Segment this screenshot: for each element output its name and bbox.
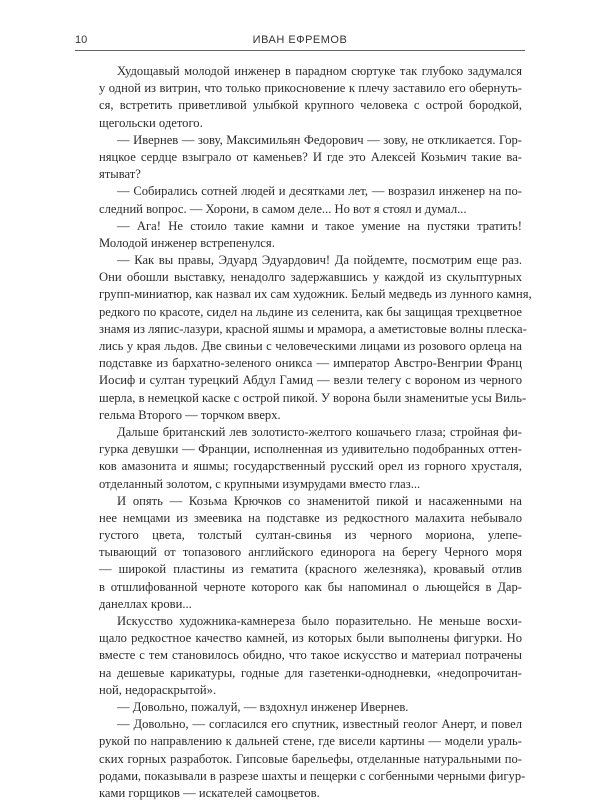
paragraph xyxy=(99,183,522,217)
paragraph xyxy=(99,716,526,802)
text-line: ских горных разработок. Гипсовые барельефы, отделанные натуральными по- xyxy=(99,751,522,766)
text-line: Искусство художника-камнереза было поразительно. Не меньше восхи- xyxy=(117,614,522,628)
text-line: родами, показывали в разрезе шахты и пещерки с согбенными черными фигур- xyxy=(99,768,526,783)
running-header xyxy=(75,28,525,51)
text-line: нее немцами из змеевика на подставке из редкостного малахита небывало xyxy=(99,510,522,525)
body-text xyxy=(99,63,532,802)
text-line: — Довольно, пожалуй, — вздохнул инженер Ивернев. xyxy=(117,699,409,714)
text-line: ков амазонита и яшмы; государственный русский орел из горного хрусталя, xyxy=(99,459,522,474)
text-line: гельма Второго — торчком вверх. xyxy=(99,407,281,422)
text-line: густого цвета, толстый султан-свинья из черного мориона, улепе- xyxy=(99,528,522,543)
text-line: — Собирались сотней людей и десятками лет, — возразил инженер на по- xyxy=(117,184,522,199)
text-line: у одной из витрин, что только прикосновение к плечу заставило его обернуть- xyxy=(99,81,522,96)
text-line: ятыват? xyxy=(99,167,141,182)
text-line: ся, встретить приветливой улыбкой крупного человека с острой бородкой, xyxy=(99,98,522,113)
author-name: ИВАН ЕФРЕМОВ xyxy=(252,34,348,46)
text-line: тывающий от топазового английского единорога на берегу Черного моря xyxy=(99,545,522,560)
paragraph xyxy=(99,493,522,613)
text-line: — Ага! Не стоило такие камни и такое умение на пустяки тратить! xyxy=(117,218,522,233)
paragraph xyxy=(99,424,522,493)
text-line: вместе с тем становилось обидно, что такое искусство и материал потрачены xyxy=(99,648,522,663)
text-line: групп-миниатюр, как назвал их сам художник. Белый медведь из лунного камня, xyxy=(99,287,532,302)
text-line: данеллах крови... xyxy=(99,596,192,611)
paragraph xyxy=(99,699,522,716)
text-line: — Довольно, — согласился его спутник, известный геолог Анерт, и повел xyxy=(117,717,522,732)
paragraph xyxy=(99,132,522,184)
text-line: рукой по направлению к дальней стене, где висели картины — модели ураль- xyxy=(99,734,522,749)
text-line: — Как вы правы, Эдуард Эдуардович! Да пойдемте, посмотрим еще раз. xyxy=(117,253,522,268)
text-line: щало редкостное качество камней, из которых были выполнены фигурки. Но xyxy=(99,631,522,646)
text-line: ной, недораскрытой». xyxy=(99,682,217,697)
text-line: щегольски одетого. xyxy=(99,115,203,130)
text-line: няцкое сердце взыграло от каменьев? И где это Алексей Козьмич такие ва- xyxy=(99,149,522,164)
text-line: гурка девушки — Франции, исполненная из удивительно подобранных оттен- xyxy=(99,442,522,457)
text-line: знамя из ляпис-лазури, красной яшмы и мрамора, а аметистовые волны плеска- xyxy=(99,321,527,336)
text-line: отделанный золотом, с крупными изумрудами вместо глаз... xyxy=(99,476,421,491)
text-line: на дешевые карикатуры, годные для газетенки-однодневки, «недопрочитан- xyxy=(99,665,522,680)
page-number: 10 xyxy=(75,34,88,46)
text-line: И опять — Козьма Крючков со знаменитой пикой и насаженными на xyxy=(117,493,522,508)
text-line: — Ивернев — зову, Максимильян Федорович — зову, не откликается. Гор- xyxy=(117,132,522,147)
text-line: Молодой инженер встрепенулся. xyxy=(99,235,275,250)
paragraph xyxy=(99,218,522,252)
text-line: в отшлифованной черноте которого как бы напоминал о льющейся в Дар- xyxy=(99,579,522,594)
text-line: Иосиф и султан турецкий Абдул Гамид — везли телегу с вороном из черного xyxy=(99,373,522,388)
text-line: ками горщиков — искателей самоцветов. xyxy=(99,785,320,800)
text-line: следний вопрос. — Хорони, в самом деле... Но вот я стоял и думал... xyxy=(99,201,467,216)
text-line: шерла, в немецкой каске с острой пикой. У ворона были знаменитые усы Виль- xyxy=(99,390,527,405)
paragraph xyxy=(99,613,522,699)
text-line: Они обошли выставку, ненадолго задержавшись у каждой из скульптурных xyxy=(99,270,522,285)
text-line: — широкой пластины из гематита (красного железняка), кровавый отлив xyxy=(99,562,522,577)
paragraph xyxy=(99,63,522,132)
text-line: подставке из бархатно-зеленого оникса — император Австро-Венгрии Франц xyxy=(99,356,522,371)
text-line: лись у края льдов. Две свиньи с человеческими лицами из розового орлеца на xyxy=(99,339,522,353)
text-line: редкого по красоте, сидел на льдине из селенита, как бы защищая трехцветное xyxy=(99,304,522,319)
text-line: Дальше британский лев золотисто-желтого кошачьего глаза; стройная фи- xyxy=(117,424,522,439)
paragraph xyxy=(99,252,532,424)
text-line: Худощавый молодой инженер в парадном сюртуке так глубоко задумался xyxy=(117,64,522,78)
